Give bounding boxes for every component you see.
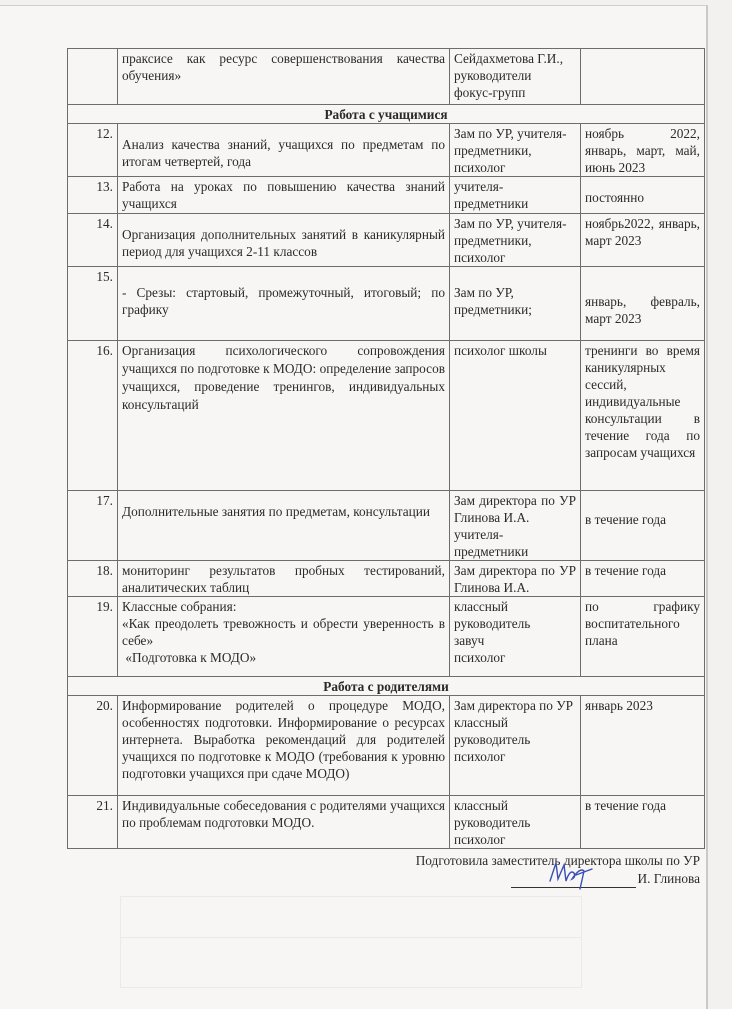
row-number: 12. — [68, 124, 118, 177]
responsible-cell: Зам по УР, учителя- предметники, психолог — [450, 214, 581, 267]
responsible-cell: Зам по УР, предметники; — [450, 267, 581, 341]
row-number: 21. — [68, 796, 118, 849]
action-cell: Информирование родителей о процедуре МОДО, особенностях подготовки. Информирование о ресурсах интернета. Выработка рекомендаций для родителей учащихся по подготовке к МОДО (требования к уровню подготовки учащихся при сдаче МОДО) — [118, 696, 450, 796]
row-number: 17. — [68, 491, 118, 561]
action-cell: - Срезы: стартовый, промежуточный, итоговый; по графику — [118, 267, 450, 341]
responsible-cell: Зам по УР, учителя- предметники, психолог — [450, 124, 581, 177]
signature-line — [511, 873, 636, 888]
table-row — [68, 124, 705, 177]
action-cell: Организация психологического сопровождения учащихся по подготовке к МОДО: определение запросов учащихся, проведение тренингов, индивидуальных консультаций — [118, 341, 450, 491]
responsible-cell: Зам директора по УР классный руководитель психолог — [450, 696, 581, 796]
row-number: 15. — [68, 267, 118, 341]
row-number — [68, 49, 118, 105]
table-row — [68, 177, 705, 214]
table-row — [68, 341, 705, 491]
date-cell — [581, 49, 705, 105]
table-row — [68, 491, 705, 561]
date-cell: январь 2023 — [581, 696, 705, 796]
date-cell: январь, февраль, март 2023 — [581, 267, 705, 341]
reverse-side-bleed-through — [120, 896, 582, 988]
action-cell: праксисе как ресурс совершенствования качества обучения» — [118, 49, 450, 105]
responsible-cell: учителя- предметники — [450, 177, 581, 214]
work-plan-table — [67, 48, 705, 849]
responsible-cell: Сейдахметова Г.И., руководители фокус-групп — [450, 49, 581, 105]
section-title: Работа с родителями — [68, 677, 705, 696]
signature-block — [340, 852, 700, 888]
responsible-cell: психолог школы — [450, 341, 581, 491]
table-row — [68, 214, 705, 267]
action-cell: Индивидуальные собеседования с родителями учащихся по проблемам подготовки МОДО. — [118, 796, 450, 849]
handwritten-signature-icon — [546, 859, 596, 891]
action-cell: мониторинг результатов пробных тестирований, аналитических таблиц — [118, 561, 450, 597]
table-row — [68, 696, 705, 796]
date-cell: по графику воспитательного плана — [581, 597, 705, 677]
responsible-cell: классный руководитель завуч психолог — [450, 597, 581, 677]
responsible-cell: Зам директора по УР Глинова И.А. учителя- предметники — [450, 491, 581, 561]
row-number: 13. — [68, 177, 118, 214]
row-number: 20. — [68, 696, 118, 796]
date-cell: постоянно — [581, 177, 705, 214]
action-cell: Дополнительные занятия по предметам, консультации — [118, 491, 450, 561]
date-cell: в течение года — [581, 561, 705, 597]
action-cell: Работа на уроках по повышению качества знаний учащихся — [118, 177, 450, 214]
table-row — [68, 267, 705, 341]
signatory-name: И. Глинова — [637, 871, 700, 886]
signature-title: Подготовила заместитель директора школы по УР — [415, 853, 700, 868]
table-row-continuation — [68, 49, 705, 105]
section-title: Работа с учащимися — [68, 105, 705, 124]
action-cell: Анализ качества знаний, учащихся по предметам по итогам четвертей, года — [118, 124, 450, 177]
row-number: 18. — [68, 561, 118, 597]
action-cell: Организация дополнительных занятий в каникулярный период для учащихся 2-11 классов — [118, 214, 450, 267]
date-cell: тренинги во время каникулярных сессий, индивидуальные консультации в течение года по запросам учащихся — [581, 341, 705, 491]
date-cell: ноябрь 2022, январь, март, май, июнь 2023 — [581, 124, 705, 177]
responsible-cell: Зам директора по УР Глинова И.А. — [450, 561, 581, 597]
row-number: 14. — [68, 214, 118, 267]
date-cell: в течение года — [581, 491, 705, 561]
action-cell: Классные собрания: «Как преодолеть тревожность и обрести уверенность в себе» «Подготовка к МОДО» — [118, 597, 450, 677]
table-row — [68, 561, 705, 597]
date-cell: ноябрь2022, январь, март 2023 — [581, 214, 705, 267]
section-header-parents — [68, 677, 705, 696]
table-row — [68, 796, 705, 849]
section-header-students — [68, 105, 705, 124]
responsible-cell: классный руководитель психолог — [450, 796, 581, 849]
row-number: 16. — [68, 341, 118, 491]
row-number: 19. — [68, 597, 118, 677]
table-row — [68, 597, 705, 677]
date-cell: в течение года — [581, 796, 705, 849]
